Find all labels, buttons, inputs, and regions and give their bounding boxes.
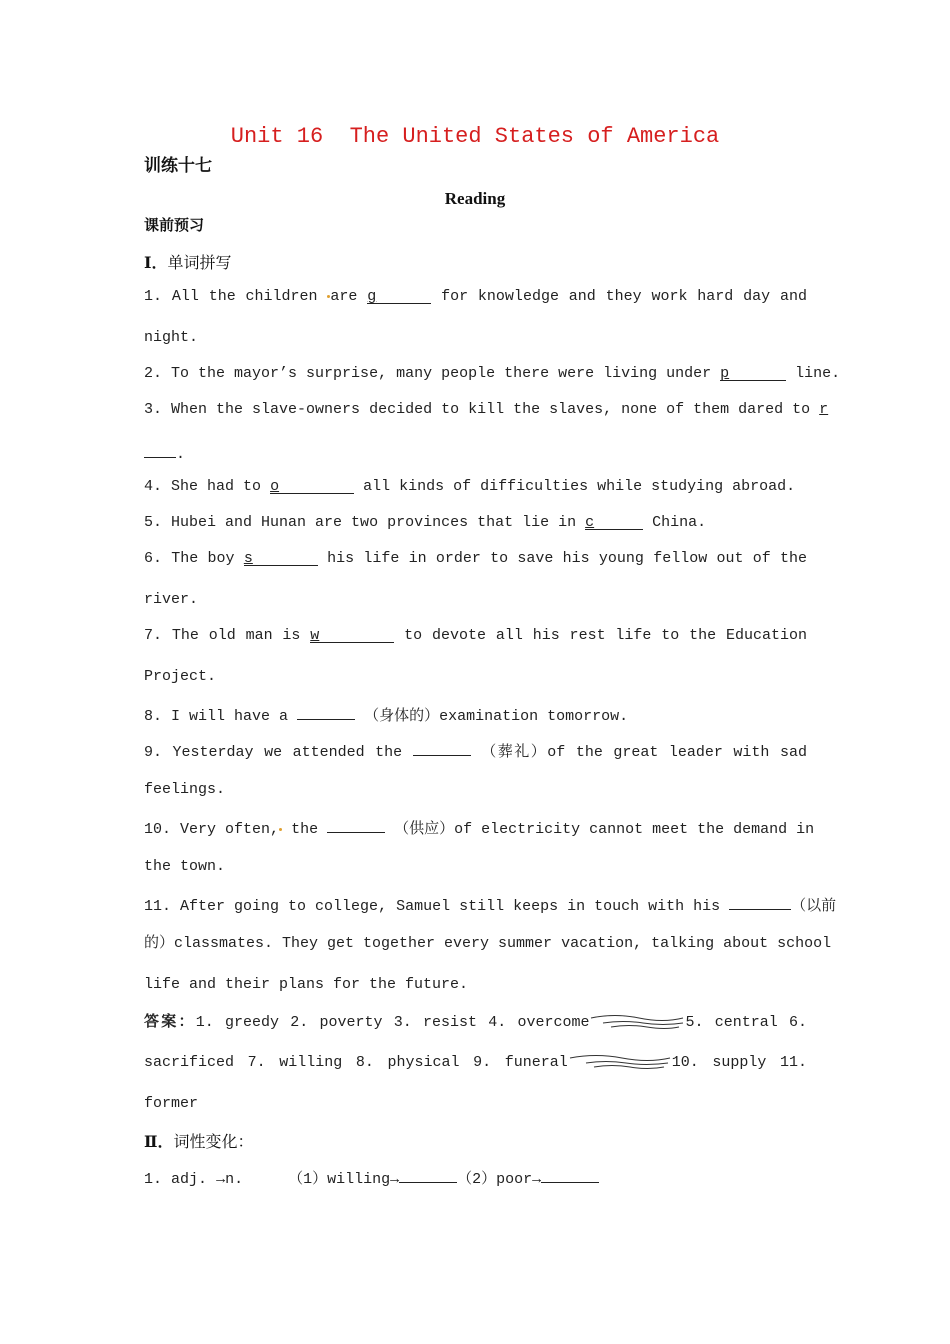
question-text: to devote all his rest life to the Education — [404, 627, 807, 644]
blank-hint-letter: g — [367, 288, 377, 305]
blank-hint-letter: o — [270, 478, 280, 495]
answer-item: 3. resist — [393, 1014, 477, 1031]
page-title: Unit 16 The United States of America — [230, 124, 720, 149]
answer-item: 4. overcome — [488, 1014, 590, 1031]
question-number: 1. — [144, 288, 163, 305]
section-2-heading — [144, 1129, 254, 1152]
blank-hint-letter: w — [310, 627, 320, 644]
arrow-right-icon: → — [532, 1171, 542, 1188]
annotation-mark — [279, 828, 282, 831]
answer-item: 9. funeral — [473, 1054, 568, 1071]
arrow-right-icon: → — [216, 1171, 226, 1188]
question-7 — [144, 626, 807, 646]
answers-line-1 — [144, 1012, 807, 1033]
answer-blank[interactable] — [297, 703, 355, 720]
wordform-from: adj. — [171, 1171, 208, 1188]
question-10 — [144, 816, 815, 840]
answer-item: 5. central — [685, 1014, 778, 1031]
question-number: 3. — [144, 401, 163, 418]
answer-item: 11. — [779, 1054, 807, 1071]
question-text: She had to — [171, 478, 262, 495]
answer-blank[interactable] — [399, 1166, 457, 1183]
answer-blank[interactable] — [541, 1166, 599, 1183]
answer-item: 10. supply — [671, 1054, 767, 1071]
wavy-underline-icon — [589, 1014, 685, 1030]
wordform-to: n. — [225, 1171, 244, 1188]
question-text: China. — [652, 514, 707, 531]
answer-blank[interactable] — [144, 441, 176, 458]
question-text: Yesterday we attended the — [172, 744, 403, 761]
question-number: 6. — [144, 550, 163, 567]
answers-line-2 — [144, 1053, 807, 1073]
question-number: 4. — [144, 478, 163, 495]
question-text: The boy — [171, 550, 235, 567]
question-9 — [144, 739, 807, 763]
answer-item: 8. physical — [355, 1054, 460, 1071]
answer-item: 7. willing — [247, 1054, 343, 1071]
question-text: When the slave-owners decided to kill the slaves, none of them dared to — [171, 401, 811, 418]
section-1-label: 单词拼写 — [167, 255, 232, 272]
question-7-cont: Project. — [144, 668, 217, 685]
training-label: 训练十七 — [144, 156, 212, 175]
question-text: . — [176, 446, 186, 463]
section-1-numeral: Ⅰ． — [144, 255, 168, 272]
question-text: All the children — [171, 288, 318, 305]
question-text: Very often, — [180, 821, 280, 838]
answer-item: sacrificed — [144, 1054, 235, 1071]
arrow-right-icon: → — [390, 1171, 400, 1188]
question-6-cont: river. — [144, 591, 199, 608]
wordform-item-1 — [144, 1166, 807, 1190]
answer-item: 2. poverty — [290, 1014, 383, 1031]
question-text: To the mayor’s surprise, many people there were living under — [171, 365, 712, 382]
answer-blank[interactable] — [720, 364, 786, 381]
answer-blank[interactable] — [270, 477, 354, 494]
answer-blank[interactable] — [244, 549, 318, 566]
question-11-cont: life and their plans for the future. — [144, 976, 469, 993]
question-text: （供应）of electricity cannot meet the demand in — [394, 821, 815, 838]
question-6 — [144, 549, 807, 569]
question-text: The old man is — [171, 627, 301, 644]
blank-hint-letter: c — [585, 514, 595, 531]
question-9-cont: feelings. — [144, 781, 226, 798]
question-5 — [144, 513, 807, 533]
question-text: （身体的）examination tomorrow. — [364, 708, 629, 725]
question-3 — [144, 400, 829, 420]
question-number: 10. — [144, 821, 172, 838]
section-2-label: 词性变化： — [173, 1134, 254, 1151]
blank-hint-letter[interactable]: r — [819, 401, 829, 418]
question-text: all kinds of difficulties while studying abroad. — [363, 478, 796, 495]
answers-label: 答案： — [144, 1014, 196, 1030]
answer-item: 6. — [788, 1014, 807, 1031]
section-1-heading — [144, 250, 232, 273]
question-8 — [144, 703, 807, 727]
question-text: the — [291, 821, 319, 838]
question-text: I will have a — [171, 708, 289, 725]
question-text: for knowledge and they work hard day and — [441, 288, 807, 305]
question-4 — [144, 477, 807, 497]
answer-blank[interactable] — [585, 513, 643, 530]
question-1 — [144, 287, 807, 307]
question-number: 1. — [144, 1171, 163, 1188]
answer-blank[interactable] — [367, 287, 431, 304]
question-1-cont: night. — [144, 329, 199, 346]
answers-line-3: former — [144, 1095, 199, 1112]
answer-blank[interactable] — [729, 893, 791, 910]
preview-label: 课前预习 — [144, 218, 205, 234]
question-number: 5. — [144, 514, 163, 531]
question-10-cont: the town. — [144, 858, 226, 875]
answer-blank[interactable] — [310, 626, 394, 643]
wordform-word: （1）willing — [288, 1171, 391, 1188]
question-11 — [144, 893, 837, 917]
answer-blank[interactable] — [413, 739, 471, 756]
answer-blank[interactable] — [327, 816, 385, 833]
question-text: are — [330, 288, 358, 305]
question-number: 9. — [144, 744, 163, 761]
question-number: 11. — [144, 898, 172, 915]
reading-heading: Reading — [444, 189, 506, 208]
blank-hint-letter: s — [243, 550, 253, 567]
question-text: line. — [795, 365, 841, 382]
question-number: 7. — [144, 627, 163, 644]
question-text: his life in order to save his young fellow out of the — [327, 550, 807, 567]
question-2 — [144, 364, 841, 384]
question-text: （葬礼）of the great leader with sad — [481, 744, 807, 761]
question-3-cont — [144, 441, 807, 465]
question-11-cont: 的）classmates. They get together every summer vacation, talking about school — [144, 935, 832, 952]
question-number: 8. — [144, 708, 163, 725]
question-text: （以前 — [791, 898, 837, 915]
question-text: After going to college, Samuel still keeps in touch with his — [180, 898, 721, 915]
question-text: Hubei and Hunan are two provinces that lie in — [171, 514, 577, 531]
wavy-underline-icon — [568, 1054, 672, 1070]
section-2-numeral: Ⅱ． — [144, 1134, 174, 1151]
wordform-word: （2）poor — [457, 1171, 533, 1188]
question-number: 2. — [144, 365, 163, 382]
blank-hint-letter: p — [720, 365, 730, 382]
answer-item: 1. greedy — [195, 1014, 279, 1031]
